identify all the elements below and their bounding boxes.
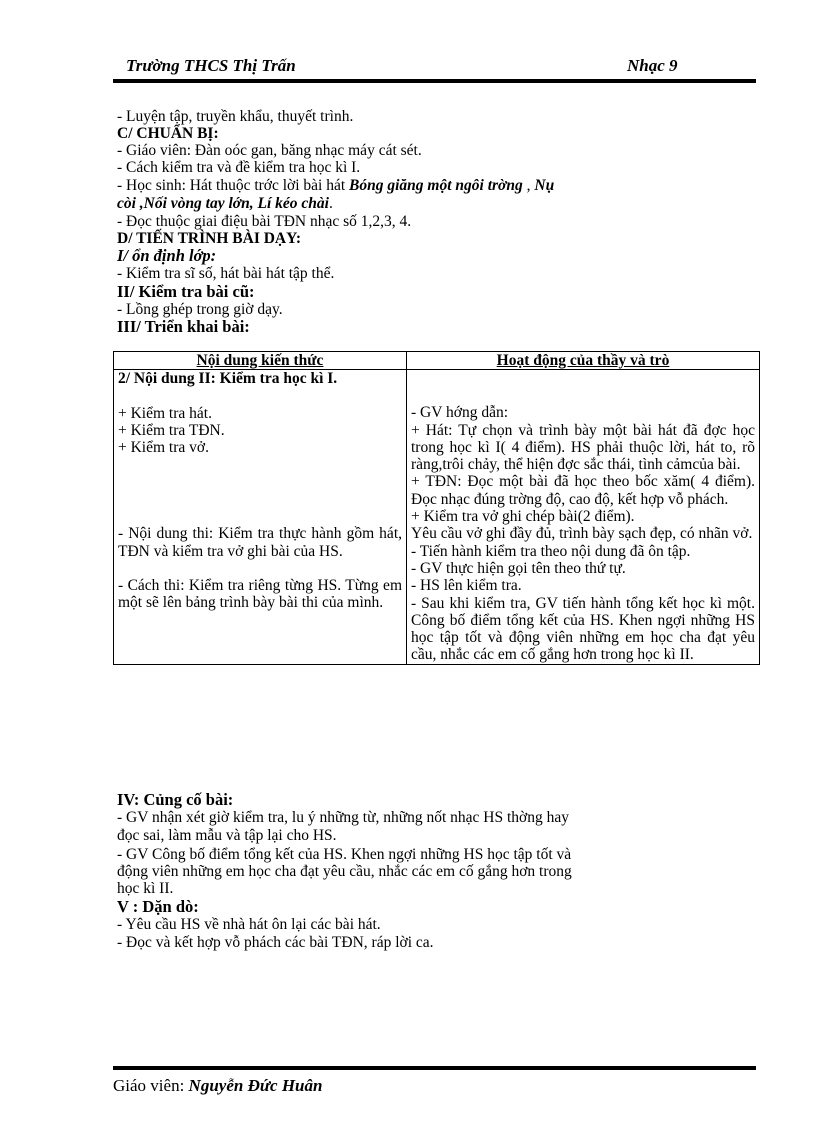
list-item: - Sau khi kiểm tra, GV tiến hành tổng kết học kì một. Công bố điểm tổng kết của HS. Khen ngợi những HS học tập tốt và động viên những em học cha đạt yêu cầu, nhắc các em cố gắng hơn trong học kì II. xyxy=(411,594,755,664)
school-name: Trường THCS Thị Trấn xyxy=(126,56,296,75)
song-title-2b: còi ,Nối vòng tay lớn, Lí kéo chài xyxy=(117,195,329,212)
table-body-row xyxy=(114,370,760,664)
consolidate-line4: động viên những em học cha đạt yêu cầu, nhắc các em cố gắng hơn trong xyxy=(117,863,572,880)
song-title-1: Bóng giăng một ngôi trờng xyxy=(349,177,523,194)
prep-test: - Cách kiểm tra và đề kiểm tra học kì I. xyxy=(117,159,361,176)
homework-line2: - Đọc và kết hợp vỗ phách các bài TĐN, ráp lời ca. xyxy=(117,934,434,951)
footer-rule xyxy=(113,1066,756,1070)
lesson-table xyxy=(113,351,760,665)
prep-teacher: - Giáo viên: Đàn oóc gan, băng nhạc máy cát sét. xyxy=(117,142,422,159)
list-item: - GV hớng dẫn: xyxy=(411,404,509,422)
footer-label: Giáo viên: xyxy=(113,1076,189,1095)
method-line: - Luyện tập, truyền khẩu, thuyết trình. xyxy=(117,108,354,125)
prep-student-end: . xyxy=(328,195,333,212)
list-item: + Kiểm tra vở ghi chép bài(2 điểm). xyxy=(411,508,635,526)
section2-text: - Lồng ghép trong giờ dạy. xyxy=(117,301,283,318)
list-item: + TĐN: Đọc một bài đã học theo bốc xăm( 4 điểm). Đọc nhạc đúng trờng độ, cao độ, kết hợp vỗ phách. xyxy=(411,473,755,508)
list-item: + Kiểm tra TĐN. xyxy=(118,421,225,439)
homework-line1: - Yêu cầu HS về nhà hát ôn lại các bài hát. xyxy=(117,916,381,933)
list-item: + Kiểm tra vở. xyxy=(118,439,209,457)
consolidate-line2: đọc sai, làm mẫu và tập lại cho HS. xyxy=(117,827,337,844)
col-right-header: Hoạt động của thầy và trò xyxy=(407,352,760,370)
prep-reading: - Đọc thuộc giai điệu bài TĐN nhạc số 1,2,3, 4. xyxy=(117,213,412,230)
section1-heading: I/ ổn định lớp: xyxy=(117,246,217,265)
song-title-2a: Nụ xyxy=(534,177,555,194)
list-item: - Tiến hành kiểm tra theo nội dung đã ôn tập. xyxy=(411,542,691,560)
table-header-row xyxy=(114,352,760,370)
section2-heading: II/ Kiểm tra bài cũ: xyxy=(117,282,255,301)
consolidate-line5: học kì II. xyxy=(117,880,174,897)
prep-heading: C/ CHUẨN BỊ: xyxy=(117,125,219,142)
prep-student-line2 xyxy=(117,195,333,212)
homework-heading: V : Dặn dò: xyxy=(117,897,199,916)
right-activity-cell xyxy=(407,370,760,664)
header-rule xyxy=(113,79,756,83)
section-title: 2/ Nội dung II: Kiểm tra học kì I. xyxy=(118,370,338,388)
list-item: + Hát: Tự chọn và trình bày một bài hát đã đợc học trong học kì I( 4 điểm). HS phải thuộc lời, hát to, rõ ràng,trôi chảy, thể hiện đợc sắc thái, tình cảmcủa bài. xyxy=(411,421,755,474)
list-item: Yêu cầu vở ghi đầy đủ, trình bày sạch đẹp, có nhãn vở. xyxy=(411,525,753,543)
process-heading: D/ TIẾN TRÌNH BÀI DẠY: xyxy=(117,230,302,247)
prep-student-line1 xyxy=(117,177,554,194)
consolidate-heading: IV: Củng cố bài: xyxy=(117,790,234,809)
section3-heading: III/ Triển khai bài: xyxy=(117,317,250,336)
consolidate-line1: - GV nhận xét giờ kiểm tra, lu ý những từ, những nốt nhạc HS thờng hay xyxy=(117,809,570,826)
footer-teacher xyxy=(113,1076,322,1096)
list-item: + Kiểm tra hát. xyxy=(118,404,212,422)
subject-name: Nhạc 9 xyxy=(627,56,678,75)
col-left-header: Nội dung kiến thức xyxy=(114,352,407,370)
section1-text: - Kiểm tra sĩ số, hát bài hát tập thể. xyxy=(117,265,335,282)
prep-student-prefix: - Học sinh: Hát thuộc trớc lời bài hát xyxy=(117,177,350,194)
exam-content: - Nội dung thi: Kiểm tra thực hành gồm hát, TĐN và kiểm tra vở ghi bài của HS. xyxy=(118,525,402,560)
consolidate-line3: - GV Công bố điểm tổng kết của HS. Khen ngợi những HS học tập tốt và xyxy=(117,846,572,863)
list-item: - HS lên kiểm tra. xyxy=(411,577,522,595)
prep-student-sep: , xyxy=(522,177,535,194)
teacher-name: Nguyễn Đức Huân xyxy=(188,1076,323,1095)
left-content-cell xyxy=(114,370,407,664)
list-item: - GV thực hiện gọi tên theo thứ tự. xyxy=(411,559,626,577)
exam-method: - Cách thi: Kiểm tra riêng từng HS. Từng em một sẽ lên bảng trình bày bài thi của mình. xyxy=(118,577,402,612)
